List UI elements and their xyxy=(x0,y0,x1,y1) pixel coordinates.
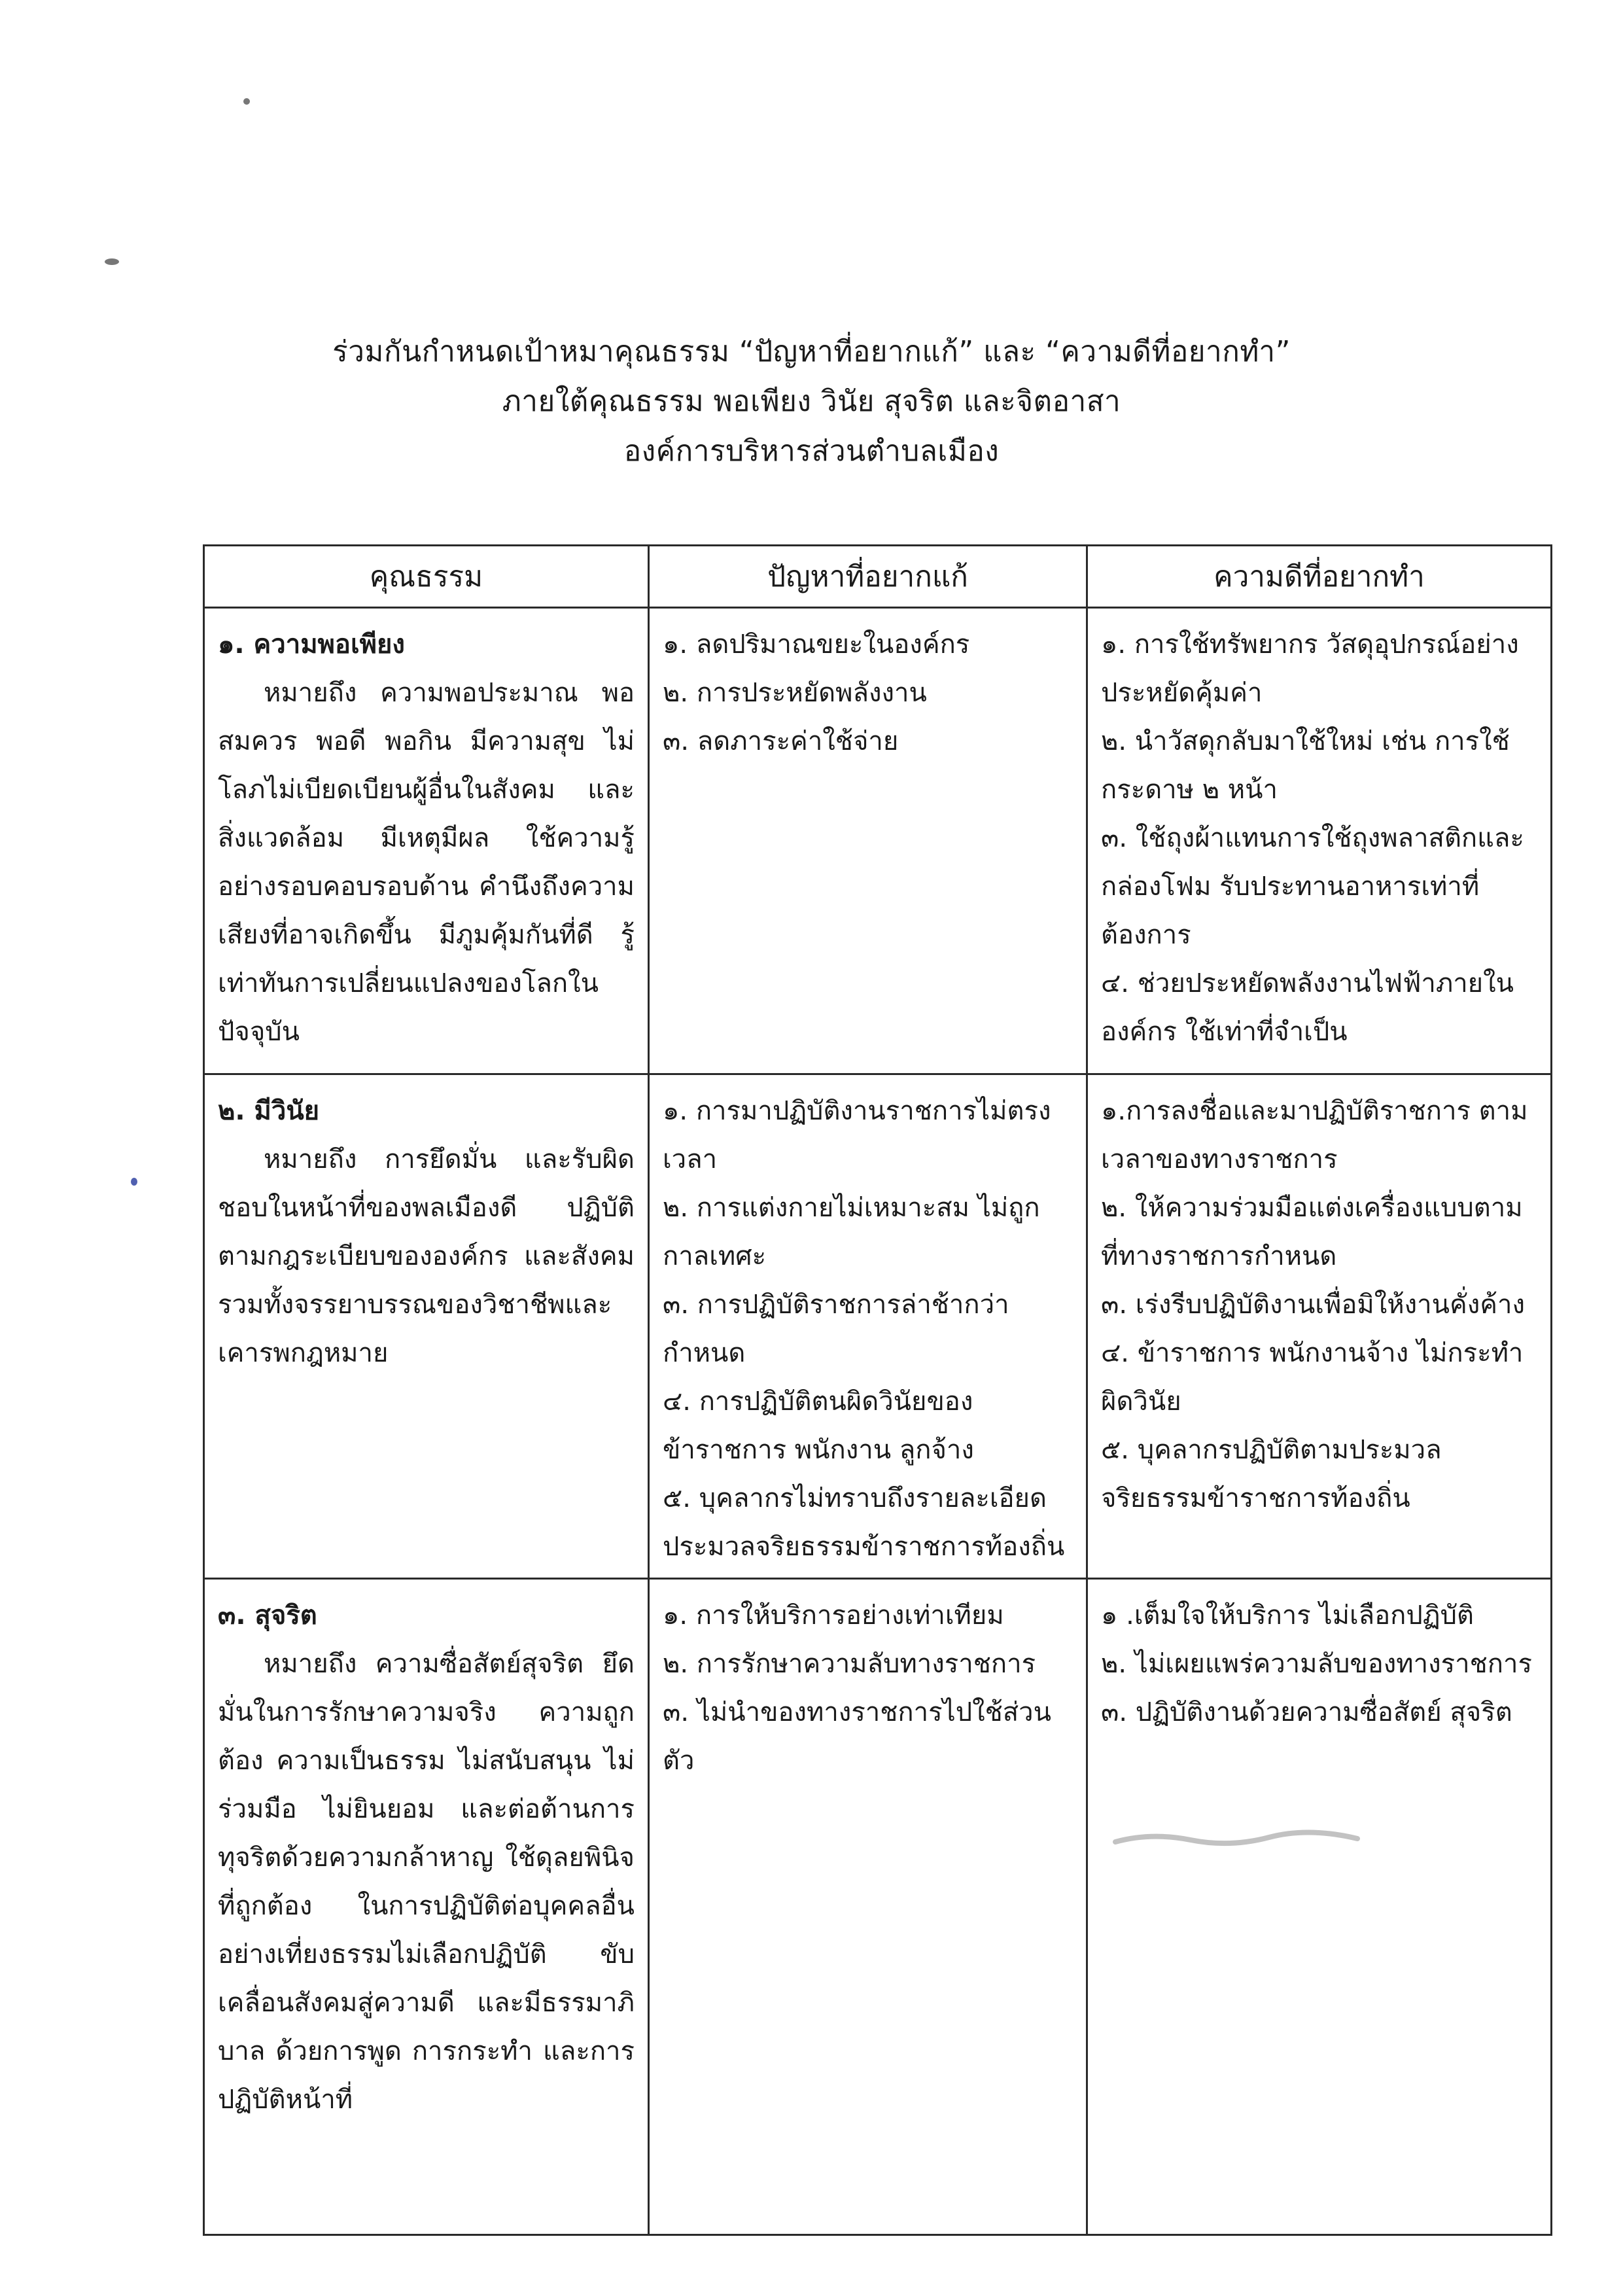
virtue-description: หมายถึง ความซื่อสัตย์สุจริต ยึดมั่นในการรักษาความจริง ความถูกต้อง ความเป็นธรรม ไม่สนับสนุน ไม่ร่วมมือ ไม่ยินยอม และต่อต้านการทุจริตด้วยความกล้าหาญ ใช้ดุลยพินิจที่ถูกต้อง ในการปฏิบัติต่อบุคคลอื่นอย่างเที่ยงธรรมไม่เลือกปฏิบัติ ขับเคลื่อนสังคมสู่ความดี และมีธรรมาภิบาล ด้วยการพูด การกระทำ และการปฏิบัติหน้าที่ xyxy=(218,1649,635,2115)
virtue-description: หมายถึง การยึดมั่น และรับผิดชอบในหน้าที่ของพลเมืองดี ปฏิบัติตามกฎระเบียบขององค์กร และสังคมรวมทั้งจรรยาบรรณของวิชาชีพและเคารพกฎหมาย xyxy=(218,1144,635,1368)
problem-item: ๑. การให้บริการอย่างเท่าเทียม xyxy=(663,1600,1004,1631)
title-line-1: ร่วมกันกำหนดเป้าหมาคุณธรรม “ปัญหาที่อยากแก้” และ “ความดีที่อยากทำ” xyxy=(332,335,1291,368)
good-item: ๑.การลงชื่อและมาปฏิบัติราชการ ตามเวลาของทางราชการ xyxy=(1101,1096,1528,1174)
problem-item: ๓. ลดภาระค่าใช้จ่าย xyxy=(663,726,899,756)
scan-smudge xyxy=(1112,1826,1361,1852)
header-goods: ความดีที่อยากทำ xyxy=(1087,546,1552,608)
good-item: ๒. นำวัสดุกลับมาใช้ใหม่ เช่น การใช้กระดาษ ๒ หน้า xyxy=(1101,726,1510,805)
good-item: ๔. ช่วยประหยัดพลังงานไฟฟ้าภายในองค์กร ใช้เท่าที่จำเป็น xyxy=(1101,968,1514,1047)
goods-cell xyxy=(1087,1579,1552,2235)
virtue-cell xyxy=(204,1579,649,2235)
problem-item: ๕. บุคลากรไม่ทราบถึงรายละเอียดประมวลจริยธรรมข้าราชการท้องถิ่น xyxy=(663,1483,1065,1562)
title-line-3: องค์การบริหารส่วนตำบลเมือง xyxy=(623,434,1000,468)
virtue-title: ๑. ความพอเพียง xyxy=(218,629,405,660)
problem-item: ๓. ไม่นำของทางราชการไปใช้ส่วนตัว xyxy=(663,1697,1051,1776)
scan-speck xyxy=(131,1178,137,1186)
goods-cell xyxy=(1087,608,1552,1074)
header-virtue: คุณธรรม xyxy=(204,546,649,608)
virtue-cell xyxy=(204,608,649,1074)
document-title xyxy=(0,327,1623,476)
virtue-title: ๒. มีวินัย xyxy=(218,1096,320,1126)
problem-item: ๒. การประหยัดพลังงาน xyxy=(663,678,927,708)
good-item: ๕. บุคลากรปฏิบัติตามประมวลจริยธรรมข้าราชการท้องถิ่น xyxy=(1101,1435,1442,1513)
header-problems: ปัญหาที่อยากแก้ xyxy=(649,546,1087,608)
problem-item: ๔. การปฏิบัติตนผิดวินัยของข้าราชการ พนักงาน ลูกจ้าง xyxy=(663,1386,974,1465)
good-item: ๓. เร่งรีบปฏิบัติงานเพื่อมิให้งานคั่งค้าง xyxy=(1101,1290,1525,1320)
goods-cell xyxy=(1087,1074,1552,1579)
good-item: ๑. การใช้ทรัพยากร วัสดุอุปกรณ์อย่างประหยัดคุ้มค่า xyxy=(1101,629,1519,708)
problem-item: ๑. ลดปริมาณขยะในองค์กร xyxy=(663,629,970,660)
problems-cell xyxy=(649,1074,1087,1579)
scan-speck xyxy=(243,98,250,105)
table-row xyxy=(204,1579,1552,2235)
title-line-2: ภายใต้คุณธรรม พอเพียง วินัย สุจริต และจิตอาสา xyxy=(502,385,1121,418)
good-item: ๔. ข้าราชการ พนักงานจ้าง ไม่กระทำผิดวินัย xyxy=(1101,1338,1524,1417)
table-row xyxy=(204,608,1552,1074)
problem-item: ๒. การรักษาความลับทางราชการ xyxy=(663,1649,1036,1679)
virtue-cell xyxy=(204,1074,649,1579)
good-item: ๓. ปฏิบัติงานด้วยความซื่อสัตย์ สุจริต xyxy=(1101,1697,1512,1727)
good-item: ๒. ไม่เผยแพร่ความลับของทางราชการ xyxy=(1101,1649,1532,1679)
problem-item: ๓. การปฏิบัติราชการล่าช้ากว่ากำหนด xyxy=(663,1290,1009,1368)
table-header-row xyxy=(204,546,1552,608)
problems-cell xyxy=(649,1579,1087,2235)
scan-speck xyxy=(105,258,119,265)
good-item: ๑ .เต็มใจให้บริการ ไม่เลือกปฏิบัติ xyxy=(1101,1600,1474,1631)
good-item: ๓. ใช้ถุงผ้าแทนการใช้ถุงพลาสติกและกล่องโฟม รับประทานอาหารเท่าที่ต้องการ xyxy=(1101,823,1524,950)
virtue-title: ๓. สุจริต xyxy=(218,1600,317,1631)
problem-item: ๑. การมาปฏิบัติงานราชการไม่ตรงเวลา xyxy=(663,1096,1051,1174)
table-row xyxy=(204,1074,1552,1579)
virtue-description: หมายถึง ความพอประมาณ พอสมควร พอดี พอกิน มีความสุข ไม่โลภไม่เบียดเบียนผู้อื่นในสังคม และสิ่งแวดล้อม มีเหตุมีผล ใช้ความรู้อย่างรอบคอบรอบด้าน คำนึงถึงความเสียงที่อาจเกิดขึ้น มีภูมคุ้มกันที่ดี รู้เท่าทันการเปลี่ยนแปลงของโลกในปัจจุบัน xyxy=(218,678,635,1047)
problems-cell xyxy=(649,608,1087,1074)
good-item: ๒. ให้ความร่วมมือแต่งเครื่องแบบตามที่ทางราชการกำหนด xyxy=(1101,1193,1523,1271)
virtue-table xyxy=(203,544,1552,2236)
problem-item: ๒. การแต่งกายไม่เหมาะสม ไม่ถูกกาลเทศะ xyxy=(663,1193,1040,1271)
